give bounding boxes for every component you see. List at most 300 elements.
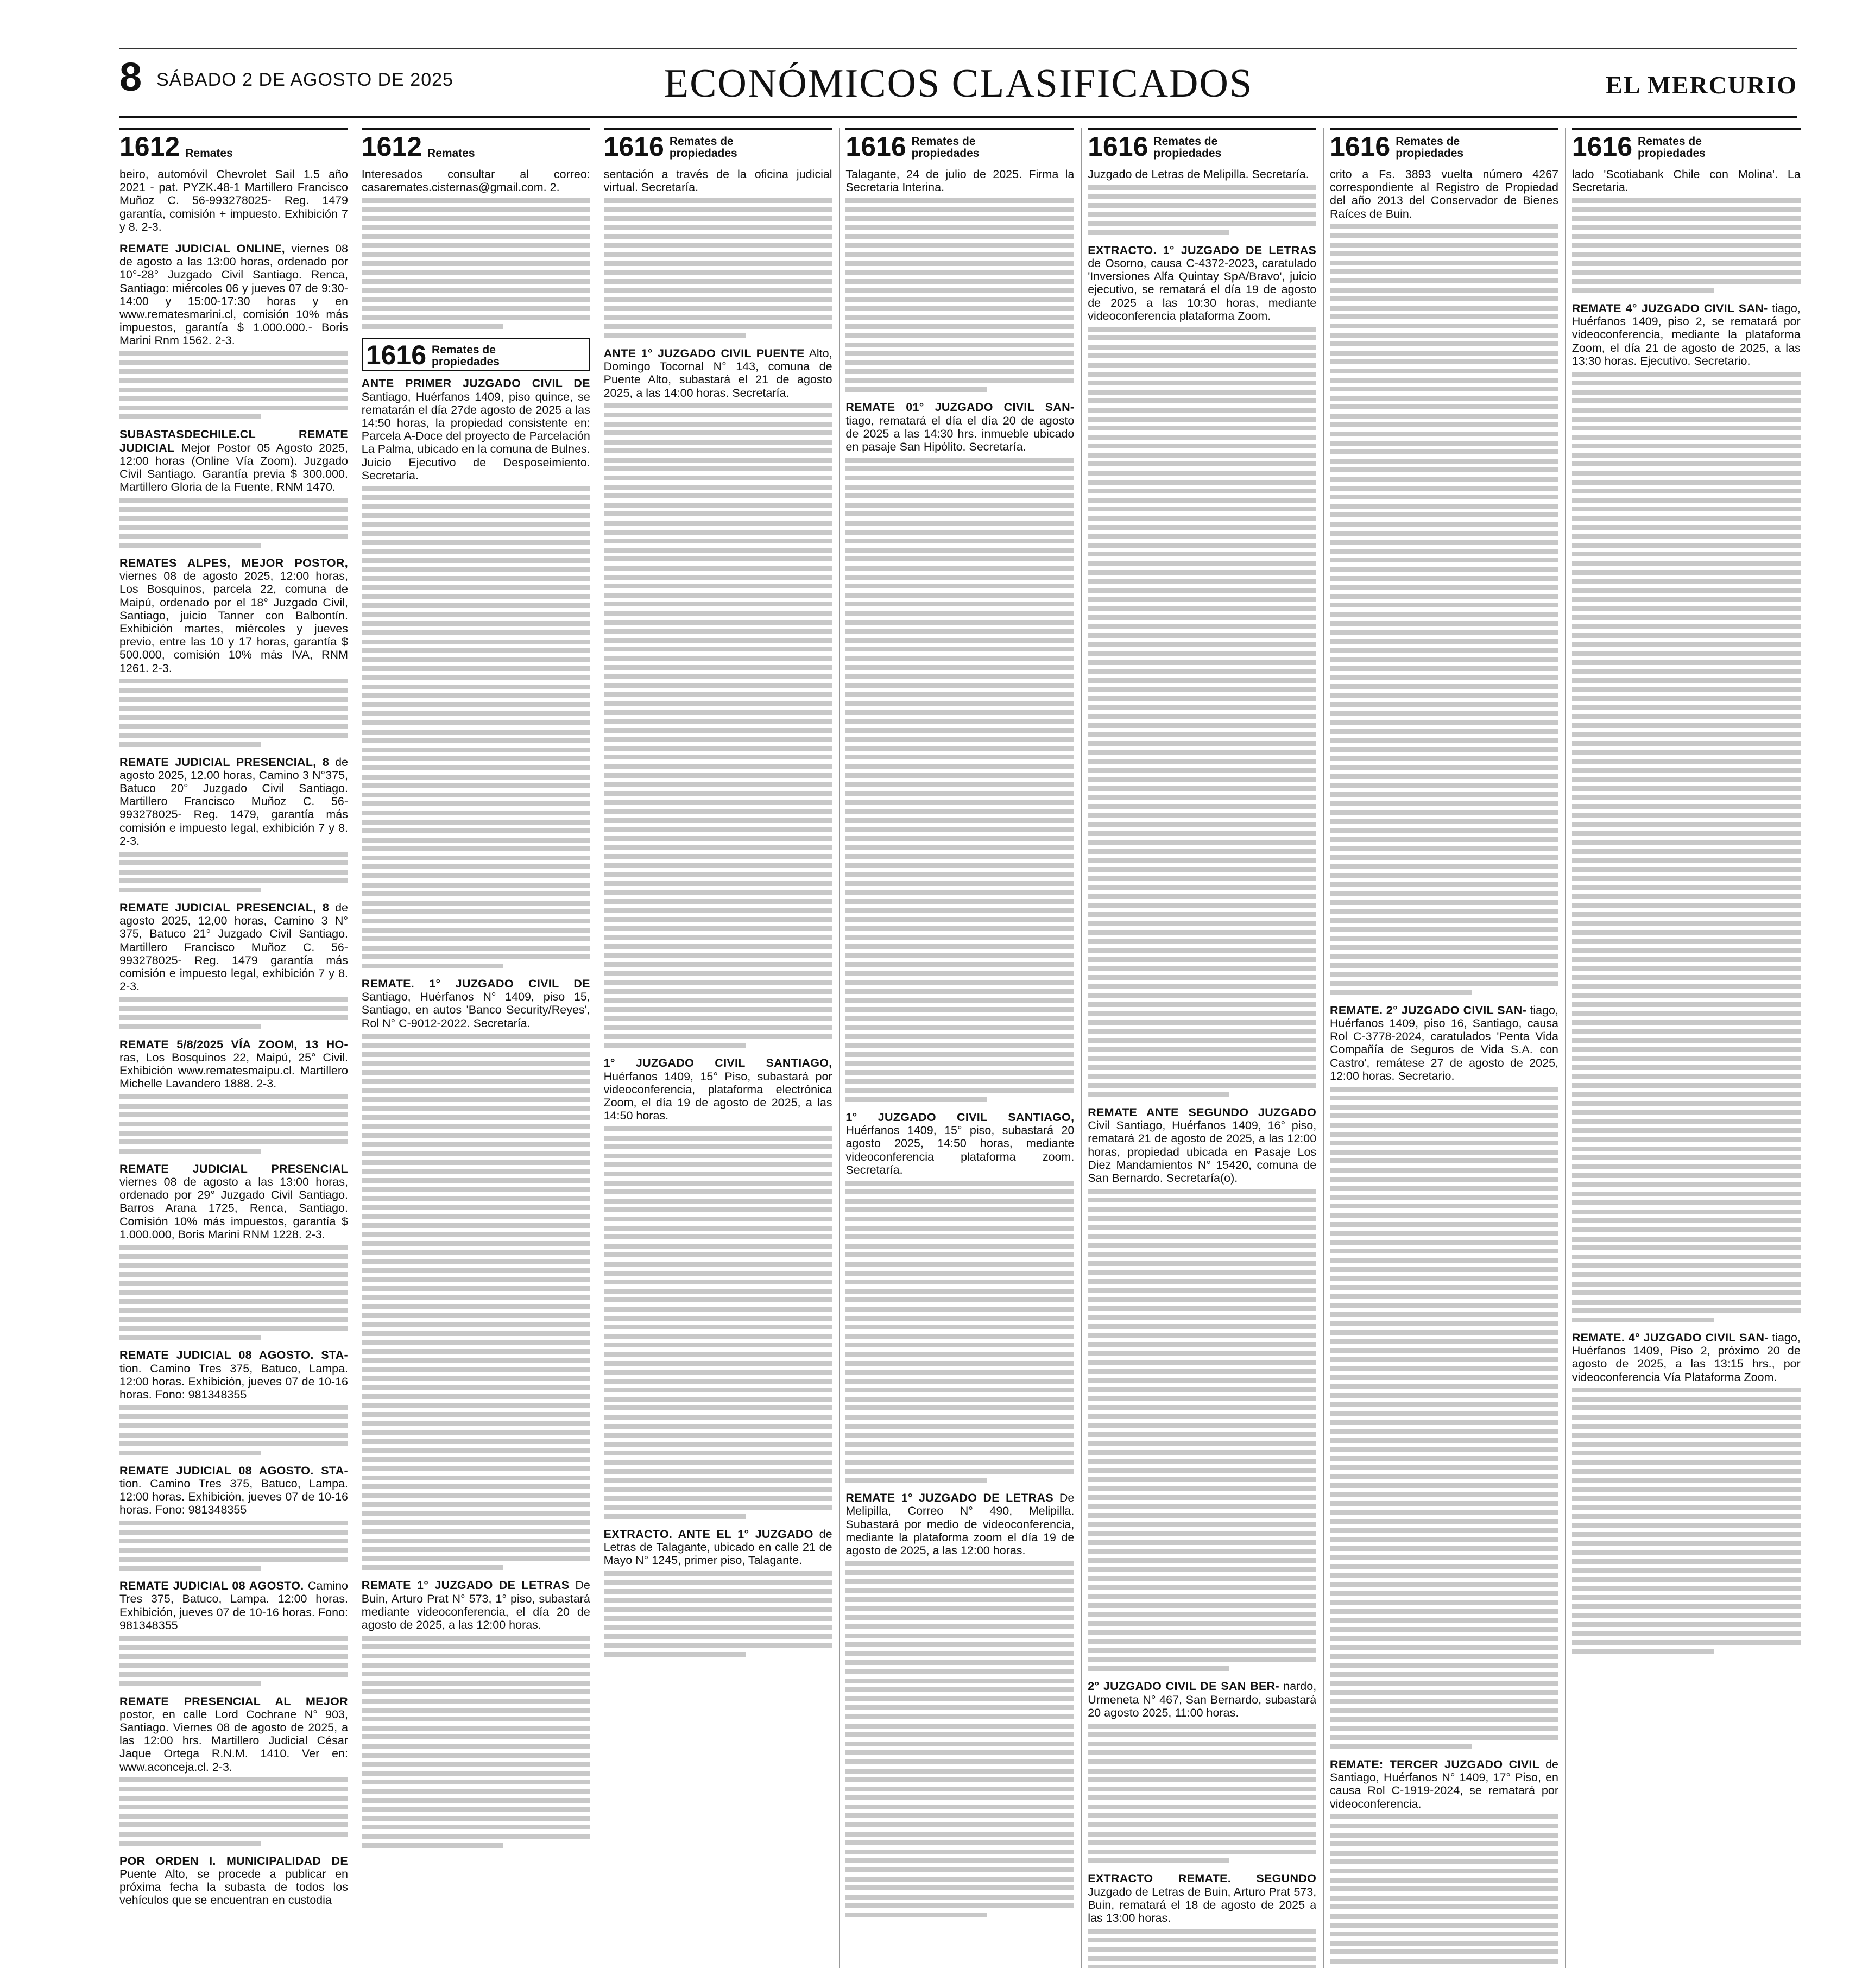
illegible-text-line: [1088, 651, 1316, 656]
illegible-text-line: [604, 1451, 832, 1455]
illegible-text-line: [1572, 1065, 1801, 1070]
classified-notice: [119, 1162, 348, 1340]
illegible-text-line: [362, 1789, 590, 1794]
notice-text: de Santiago, Huérfanos N° 1409, 17° Piso, en causa Rol C-1919-2024, se rematará por videoconferencia.: [1330, 1758, 1558, 1810]
illegible-text-line: [362, 486, 590, 491]
illegible-text-line: [845, 1606, 1074, 1611]
illegible-text-line: [1330, 1582, 1558, 1587]
illegible-text-line: [1572, 198, 1801, 203]
illegible-text-line: [604, 521, 832, 526]
illegible-text-line: [1330, 936, 1558, 941]
illegible-text-line: [1572, 1595, 1801, 1600]
illegible-text-line: [845, 315, 1074, 320]
illegible-text-line: [1088, 435, 1316, 440]
category-label-line: Remates de: [432, 344, 496, 357]
illegible-text-line: [845, 665, 1074, 670]
illegible-text-line: [1088, 1360, 1316, 1365]
notice-text: viernes 08 de agosto a las 13:00 horas, ordenado por 10°-28° Juzgado Civil Santiago. Renca, Santiago: miércoles 06 y jueves 07 de 9:30-14:00 y 15:00-17:30 horas y en www.rematesmarini.cl, comisión 10% más impuestos, garantía $ 1.000.000.- Boris Marini Rnm 1562. 2-3.: [119, 242, 348, 347]
illegible-text-line: [845, 647, 1074, 651]
illegible-text-line: [1088, 1495, 1316, 1500]
illegible-text-line: [1330, 1321, 1558, 1326]
illegible-text-line: [1572, 480, 1801, 485]
illegible-text-line: [1330, 378, 1558, 383]
illegible-text-line: [1572, 1604, 1801, 1609]
notice-heading: REMATE JUDICIAL 08 AGOSTO. STA-: [119, 1348, 348, 1362]
illegible-text-line: [604, 261, 832, 266]
illegible-text-line: [362, 306, 590, 311]
illegible-text-line: [1088, 678, 1316, 683]
illegible-text-line: [1330, 819, 1558, 824]
illegible-text-line: [604, 710, 832, 715]
illegible-text-line: [362, 1142, 590, 1147]
illegible-text-line: [845, 521, 1074, 526]
illegible-text-line: [119, 852, 348, 857]
illegible-text-line: [1330, 1303, 1558, 1308]
illegible-text-line: [1572, 1308, 1801, 1313]
illegible-text-line: [845, 216, 1074, 221]
category-label-line: propiedades: [1638, 147, 1706, 160]
illegible-text-line: [362, 909, 590, 914]
illegible-text-line: [1572, 813, 1801, 818]
illegible-text-line: [1088, 1225, 1316, 1230]
illegible-text-line: [119, 878, 348, 883]
illegible-text-line: [845, 1714, 1074, 1719]
illegible-text-line: [119, 406, 348, 410]
illegible-text-line: [1572, 696, 1801, 701]
illegible-text-line: [845, 1061, 1074, 1066]
illegible-text-line: [1572, 1164, 1801, 1169]
illegible-text-line: [1088, 1234, 1316, 1239]
illegible-text-line: [362, 1133, 590, 1138]
illegible-text-line: [362, 702, 590, 707]
classified-notice: [362, 377, 590, 968]
illegible-text-line: [845, 1397, 1074, 1402]
illegible-text-line: [119, 1122, 348, 1126]
illegible-text-line: [1088, 588, 1316, 593]
illegible-text-line: [1330, 900, 1558, 905]
illegible-text-line: [1572, 615, 1801, 620]
illegible-text-line: [604, 234, 832, 239]
illegible-text-line: [1088, 1621, 1316, 1626]
illegible-text-line: [1572, 1469, 1801, 1474]
illegible-text-line: [604, 270, 832, 275]
illegible-text-line: [119, 715, 348, 720]
notice-text: Santiago, Huérfanos N° 1409, piso 15, Santiago, en autos 'Banco Security/Reyes', Rol N° C-9012-2022. Secretaría.: [361, 990, 590, 1030]
illegible-text-line: [1330, 738, 1558, 743]
illegible-text-line: [604, 845, 832, 850]
illegible-text-line: [845, 593, 1074, 598]
illegible-text-line: [845, 728, 1074, 733]
illegible-text-line: [362, 748, 590, 752]
illegible-text-line: [1330, 1483, 1558, 1488]
illegible-text-line: [1330, 422, 1558, 427]
illegible-text-line: [1572, 1487, 1801, 1492]
illegible-text-line: [1572, 1255, 1801, 1259]
notice-text: de agosto 2025, 12.00 horas, Camino 3 N°375, Batuco 20° Juzgado Civil Santiago. Martillero Francisco Muñoz C. 56-993278025- Reg. 1479, garantía más comisión e impuesto legal, exhibición 7 y 8. 2-3.: [119, 755, 348, 847]
illegible-text-line: [1088, 1504, 1316, 1509]
illegible-text-line: [1572, 1496, 1801, 1501]
illegible-text-line: [1330, 1258, 1558, 1263]
illegible-text-line: [1572, 1218, 1801, 1223]
illegible-text-line: [604, 800, 832, 805]
illegible-text-line: [1330, 1375, 1558, 1380]
classified-column: [604, 128, 832, 1968]
notice-text: Huérfanos 1409, 15° piso, subastará 20 agosto 2025, 14:50 horas, mediante videoconferencia plataforma zoom. Secretaría.: [845, 1124, 1075, 1176]
illegible-text-line: [362, 216, 590, 221]
illegible-text-line: [845, 881, 1074, 886]
illegible-text-line: [604, 493, 832, 498]
illegible-text-line: [1088, 471, 1316, 476]
illegible-text-line: [1572, 1227, 1801, 1232]
illegible-text-line: [1572, 1523, 1801, 1528]
illegible-text-line: [1088, 1279, 1316, 1284]
illegible-text-line: [1088, 1011, 1316, 1016]
illegible-text-line: [604, 1034, 832, 1039]
illegible-text-line: [604, 1262, 832, 1267]
illegible-text-line: [1330, 576, 1558, 581]
classified-notice: [362, 168, 590, 329]
illegible-text-line: [604, 971, 832, 976]
illegible-text-line: [1088, 912, 1316, 917]
illegible-text-line: [1572, 261, 1801, 266]
illegible-text-line: [1088, 786, 1316, 791]
illegible-text-line: [845, 1252, 1074, 1257]
illegible-text-line: [1088, 777, 1316, 782]
illegible-text-line: [1330, 1932, 1558, 1936]
illegible-text-line: [845, 1070, 1074, 1075]
illegible-text-line: [1330, 765, 1558, 770]
illegible-text-line: [1572, 1451, 1801, 1455]
illegible-text-line: [1572, 1101, 1801, 1106]
illegible-text-line: [1330, 549, 1558, 554]
illegible-text-line: [1088, 570, 1316, 575]
illegible-text-line: [119, 1814, 348, 1819]
illegible-text-line: [362, 522, 590, 527]
notice-heading: REMATE 1° JUZGADO DE LETRAS: [361, 1579, 570, 1592]
illegible-text-line: [845, 1088, 1074, 1093]
illegible-text-line: [845, 1742, 1074, 1746]
illegible-text-line: [119, 1521, 348, 1525]
illegible-text-line: [362, 685, 590, 689]
illegible-text-line: [604, 413, 832, 417]
notice-text: De Buin, Arturo Prat N° 573, 1° piso, subastará mediante videoconferencia, el día 20 de agosto de 2025, a las 12:00 horas.: [361, 1579, 590, 1632]
illegible-text-line: [845, 1813, 1074, 1818]
illegible-text-line: [845, 575, 1074, 580]
illegible-text-line: [845, 890, 1074, 895]
illegible-text-line: [1572, 768, 1801, 773]
illegible-text-line: [1088, 858, 1316, 863]
illegible-text-line: [119, 1796, 348, 1801]
illegible-text-line: [604, 403, 832, 408]
illegible-text-line: [1088, 1486, 1316, 1491]
illegible-text-line: [1572, 1318, 1714, 1322]
illegible-text-line: [1088, 939, 1316, 944]
classified-notice: [604, 168, 832, 338]
illegible-text-line: [1572, 1056, 1801, 1061]
illegible-text-line: [362, 657, 590, 662]
illegible-text-line: [362, 1205, 590, 1210]
notice-heading: REMATE. 2° JUZGADO CIVIL SAN-: [1330, 1003, 1527, 1017]
illegible-text-line: [1572, 714, 1801, 719]
illegible-text-line: [362, 1313, 590, 1318]
illegible-text-line: [845, 306, 1074, 311]
illegible-text-line: [119, 1441, 348, 1446]
illegible-text-line: [1330, 756, 1558, 761]
illegible-text-line: [1088, 840, 1316, 845]
illegible-text-line: [362, 711, 590, 716]
illegible-text-line: [362, 1529, 590, 1534]
illegible-text-line: [1330, 369, 1558, 373]
illegible-text-line: [119, 860, 348, 865]
illegible-text-line: [604, 1217, 832, 1221]
classified-column: [362, 128, 590, 1968]
illegible-text-line: [1088, 1270, 1316, 1275]
illegible-text-line: [362, 1511, 590, 1516]
illegible-text-line: [119, 688, 348, 693]
illegible-text-line: [1088, 606, 1316, 611]
illegible-text-line: [845, 1795, 1074, 1800]
illegible-text-line: [1088, 534, 1316, 539]
column-separator: [839, 128, 840, 1968]
illegible-text-line: [362, 1672, 590, 1676]
illegible-text-line: [362, 1115, 590, 1120]
illegible-text-line: [119, 516, 348, 521]
illegible-text-line: [1572, 1192, 1801, 1196]
illegible-text-line: [362, 1169, 590, 1174]
illegible-text-line: [1330, 1663, 1558, 1668]
illegible-text-line: [1330, 1859, 1558, 1864]
illegible-text-line: [1572, 858, 1801, 863]
illegible-text-line: [119, 742, 261, 747]
illegible-text-line: [1088, 1315, 1316, 1320]
illegible-text-line: [1572, 1622, 1801, 1627]
illegible-text-line: [119, 1094, 348, 1099]
illegible-text-line: [1572, 651, 1801, 656]
illegible-text-line: [604, 1189, 832, 1194]
illegible-text-line: [845, 485, 1074, 490]
illegible-text-line: [1572, 1568, 1801, 1573]
illegible-text-line: [845, 466, 1074, 471]
classified-notice: [845, 1491, 1074, 1917]
illegible-text-line: [119, 1104, 348, 1109]
illegible-text-line: [845, 863, 1074, 868]
illegible-text-line: [604, 1505, 832, 1510]
illegible-text-line: [845, 1289, 1074, 1294]
illegible-text-line: [362, 919, 590, 923]
illegible-text-line: [1088, 957, 1316, 962]
illegible-text-line: [845, 1660, 1074, 1665]
illegible-text-line: [604, 863, 832, 868]
illegible-text-line: [845, 584, 1074, 588]
illegible-text-line: [362, 1825, 590, 1829]
category-label-line: Remates de: [911, 135, 976, 148]
classified-notice: [1088, 1106, 1316, 1671]
illegible-text-line: [1330, 612, 1558, 617]
illegible-text-line: [1572, 1460, 1801, 1465]
illegible-text-line: [1088, 1029, 1316, 1034]
illegible-text-line: [1088, 489, 1316, 493]
illegible-text-line: [1088, 723, 1316, 728]
illegible-text-line: [604, 566, 832, 571]
illegible-text-line: [604, 225, 832, 230]
illegible-text-line: [1330, 1168, 1558, 1173]
illegible-text-line: [1572, 225, 1801, 230]
illegible-text-line: [362, 640, 590, 644]
illegible-text-line: [604, 872, 832, 877]
illegible-text-line: [1330, 864, 1558, 869]
notice-text: Mejor Postor 05 Agosto 2025, 12:00 horas (Online Vía Zoom). Juzgado Civil Santiago. Garantía previa $ 300.000. Martillero Gloria de la Fuente, RNM 1470.: [119, 441, 348, 494]
illegible-text-line: [845, 1669, 1074, 1674]
illegible-text-line: [845, 872, 1074, 877]
illegible-text-line: [845, 530, 1074, 535]
illegible-text-line: [1572, 633, 1801, 638]
category-label: [912, 136, 980, 160]
top-rule: [119, 48, 1797, 49]
illegible-text-line: [1088, 903, 1316, 908]
notice-heading: ANTE PRIMER JUZGADO CIVIL DE: [361, 377, 590, 390]
illegible-text-line: [1330, 522, 1558, 527]
illegible-text-line: [1330, 657, 1558, 662]
illegible-text-line: [1088, 363, 1316, 368]
illegible-text-line: [1572, 804, 1801, 809]
illegible-text-line: [1330, 1312, 1558, 1317]
illegible-text-line: [1330, 1941, 1558, 1946]
illegible-text-line: [362, 1214, 590, 1219]
illegible-text-line: [1088, 1450, 1316, 1455]
illegible-text-line: [1330, 810, 1558, 815]
illegible-text-line: [1572, 1397, 1801, 1402]
illegible-text-line: [845, 773, 1074, 778]
illegible-text-line: [362, 883, 590, 888]
illegible-text-line: [1088, 822, 1316, 827]
illegible-text-line: [1572, 579, 1801, 584]
illegible-text-line: [845, 476, 1074, 480]
illegible-text-line: [1330, 477, 1558, 482]
illegible-text-line: [1088, 1432, 1316, 1437]
illegible-text-line: [1088, 345, 1316, 350]
illegible-text-line: [845, 971, 1074, 976]
illegible-text-line: [119, 1557, 348, 1562]
illegible-text-line: [1572, 444, 1801, 448]
notice-heading: REMATE JUDICIAL PRESENCIAL, 8: [119, 755, 330, 769]
illegible-text-line: [604, 602, 832, 606]
illegible-text-line: [362, 1061, 590, 1066]
illegible-text-line: [362, 811, 590, 815]
illegible-text-line: [845, 998, 1074, 1003]
illegible-text-line: [1088, 1423, 1316, 1428]
illegible-text-line: [119, 1548, 348, 1553]
illegible-text-line: [1088, 1612, 1316, 1617]
illegible-text-line: [119, 1317, 348, 1322]
illegible-text-line: [1572, 930, 1801, 935]
illegible-text-line: [1330, 1087, 1558, 1092]
illegible-text-line: [845, 1832, 1074, 1837]
illegible-text-line: [845, 1687, 1074, 1692]
illegible-text-line: [604, 422, 832, 427]
illegible-text-line: [119, 396, 348, 401]
illegible-text-line: [1330, 1914, 1558, 1919]
notice-text: Interesados consultar al correo: casaremates.cisternas@gmail.com. 2.: [361, 168, 590, 194]
illegible-text-line: [604, 315, 832, 320]
illegible-text-line: [1330, 648, 1558, 653]
illegible-text-line: [1088, 230, 1229, 235]
classified-notice: [1330, 1004, 1558, 1749]
notice-text: postor, en calle Lord Cochrane N° 903, Santiago. Viernes 08 de agosto de 2025, a las 12:00 hrs. Martillero Judicial César Jaque Ortega R.N.M. 1410. Ver en: www.aconceja.cl. 2-3.: [119, 1707, 348, 1774]
category-label: [432, 344, 500, 368]
illegible-text-line: [604, 1634, 832, 1639]
illegible-text-line: [845, 935, 1074, 940]
illegible-text-line: [604, 1162, 832, 1167]
illegible-text-line: [1088, 203, 1316, 208]
illegible-text-line: [119, 888, 261, 892]
classified-notice: [119, 756, 348, 892]
illegible-text-line: [362, 1403, 590, 1408]
illegible-text-line: [119, 1566, 261, 1571]
illegible-text-line: [604, 324, 832, 329]
illegible-text-line: [1572, 1119, 1801, 1124]
illegible-text-line: [1330, 1213, 1558, 1218]
classified-column: [1330, 128, 1558, 1968]
notice-text: tiago, rematará el día el día 20 de agosto de 2025 a las 14:30 hrs. inmueble ubicado en pasaje San Hipólito. Secretaría.: [845, 414, 1075, 454]
illegible-text-line: [1088, 1929, 1316, 1934]
illegible-text-line: [1572, 750, 1801, 755]
illegible-text-line: [1088, 1777, 1316, 1782]
illegible-text-line: [604, 216, 832, 221]
illegible-text-line: [845, 836, 1074, 841]
illegible-text-line: [845, 1097, 987, 1102]
classified-notice: [604, 1528, 832, 1657]
illegible-text-line: [1330, 594, 1558, 599]
illegible-text-line: [604, 306, 832, 311]
notice-heading: REMATE 01° JUZGADO CIVIL SAN-: [845, 401, 1075, 414]
illegible-text-line: [1572, 243, 1801, 248]
illegible-text-line: [604, 485, 832, 490]
illegible-text-line: [845, 1805, 1074, 1809]
illegible-text-line: [845, 252, 1074, 257]
illegible-text-line: [1330, 846, 1558, 851]
illegible-text-line: [1330, 1690, 1558, 1695]
illegible-text-line: [1572, 678, 1801, 683]
illegible-text-line: [1572, 867, 1801, 872]
illegible-text-line: [1088, 1002, 1316, 1007]
classified-notice: [1330, 168, 1558, 995]
illegible-text-line: [845, 1199, 1074, 1204]
illegible-text-line: [604, 755, 832, 759]
illegible-text-line: [1330, 918, 1558, 923]
illegible-text-line: [1330, 639, 1558, 644]
notice-text: Juzgado de Letras de Melipilla. Secretaría.: [1088, 168, 1309, 181]
illegible-text-line: [604, 926, 832, 931]
illegible-text-line: [1088, 750, 1316, 755]
illegible-text-line: [1330, 1285, 1558, 1290]
illegible-text-line: [1088, 885, 1316, 890]
illegible-text-line: [1088, 561, 1316, 566]
illegible-text-line: [1330, 711, 1558, 716]
illegible-text-line: [1330, 269, 1558, 274]
illegible-text-line: [362, 793, 590, 797]
illegible-text-line: [1088, 1947, 1316, 1952]
illegible-text-line: [1330, 1573, 1558, 1578]
illegible-text-line: [1330, 1555, 1558, 1560]
illegible-text-line: [1088, 426, 1316, 430]
notice-text: Alto, Domingo Tocornal N° 143, comuna de Puente Alto, subastará el 21 de agosto 2025, a las 14:00 horas. Secretaría.: [603, 346, 832, 400]
illegible-text-line: [1572, 1300, 1801, 1305]
category-header: [119, 128, 348, 162]
illegible-text-line: [362, 1636, 590, 1641]
category-number: 1616: [365, 340, 427, 371]
illegible-text-line: [1572, 1631, 1801, 1636]
illegible-text-line: [1330, 432, 1558, 436]
